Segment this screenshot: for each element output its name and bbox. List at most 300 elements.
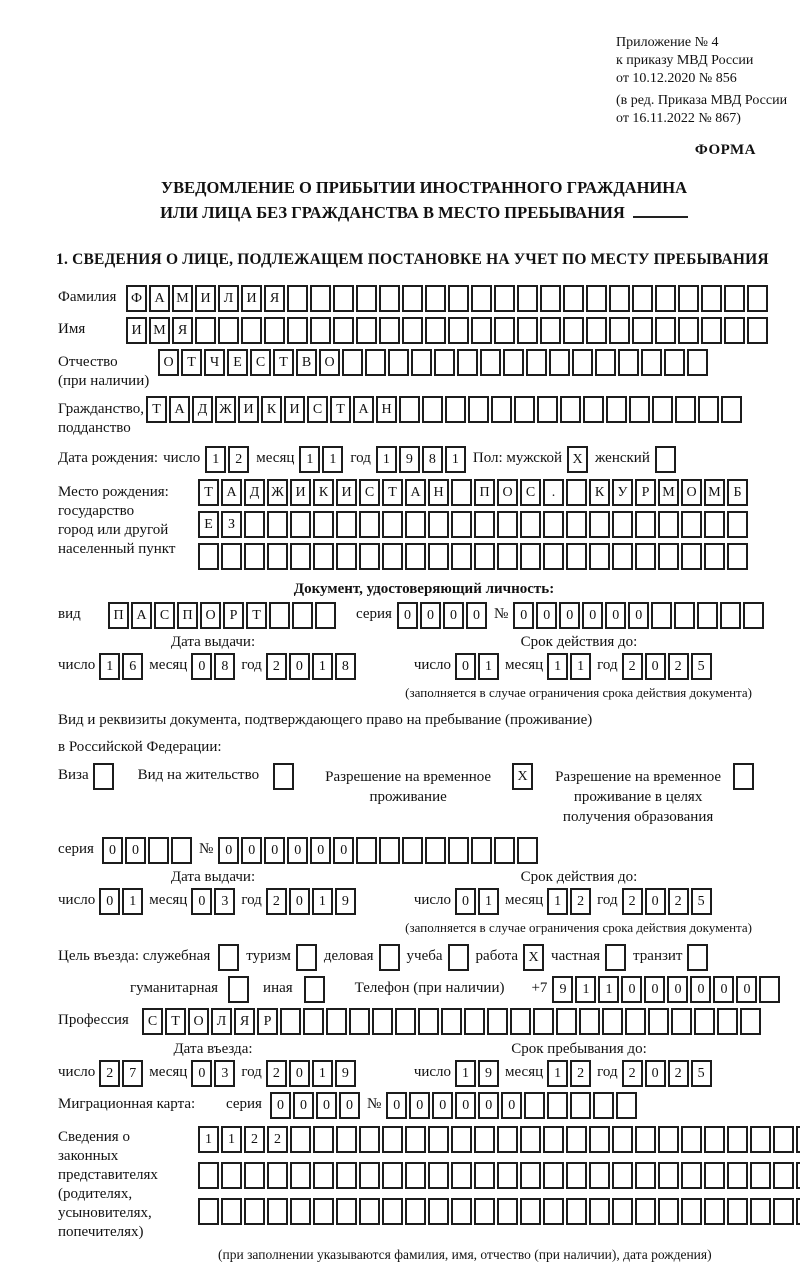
cell[interactable] xyxy=(759,976,780,1003)
cell[interactable]: 0 xyxy=(333,837,354,864)
cell[interactable] xyxy=(747,285,768,312)
cell[interactable]: 1 xyxy=(122,888,143,915)
cell[interactable] xyxy=(724,285,745,312)
cell[interactable] xyxy=(510,1008,531,1035)
cell[interactable] xyxy=(336,1162,357,1189)
cell[interactable] xyxy=(533,1008,554,1035)
cell[interactable] xyxy=(310,285,331,312)
cell[interactable] xyxy=(497,1198,518,1225)
cell[interactable] xyxy=(648,1008,669,1035)
cell[interactable] xyxy=(681,1198,702,1225)
cell[interactable] xyxy=(336,1198,357,1225)
cell[interactable] xyxy=(514,396,535,423)
cell[interactable]: С xyxy=(142,1008,163,1035)
cell[interactable] xyxy=(411,349,432,376)
cell[interactable] xyxy=(694,1008,715,1035)
cell[interactable] xyxy=(517,837,538,864)
temp-residence-edu-checkbox[interactable] xyxy=(733,763,756,790)
cell[interactable] xyxy=(747,317,768,344)
cell[interactable] xyxy=(727,1126,748,1153)
cell[interactable] xyxy=(540,285,561,312)
cell[interactable]: Н xyxy=(376,396,397,423)
cell[interactable] xyxy=(681,1162,702,1189)
cell[interactable]: М xyxy=(704,479,725,506)
surname-grid[interactable] xyxy=(126,285,770,312)
cell[interactable] xyxy=(681,543,702,570)
cell[interactable] xyxy=(244,1198,265,1225)
cell[interactable]: 0 xyxy=(455,653,476,680)
cell[interactable] xyxy=(471,285,492,312)
purpose-business-checkbox[interactable] xyxy=(379,944,402,971)
cell[interactable]: 0 xyxy=(443,602,464,629)
cell[interactable] xyxy=(451,511,472,538)
purpose-private-checkbox[interactable] xyxy=(605,944,628,971)
cell[interactable] xyxy=(593,1092,614,1119)
cell[interactable] xyxy=(379,944,400,971)
cell[interactable]: 8 xyxy=(214,653,235,680)
cell[interactable]: 9 xyxy=(335,1060,356,1087)
cell[interactable] xyxy=(448,285,469,312)
cell[interactable]: 1 xyxy=(455,1060,476,1087)
cell[interactable] xyxy=(612,511,633,538)
cell[interactable] xyxy=(356,317,377,344)
cell[interactable]: Ж xyxy=(267,479,288,506)
cell[interactable]: 1 xyxy=(312,888,333,915)
cell[interactable]: Ж xyxy=(215,396,236,423)
cell[interactable] xyxy=(379,837,400,864)
cell[interactable]: А xyxy=(405,479,426,506)
cell[interactable]: 0 xyxy=(386,1092,407,1119)
phone-grid[interactable] xyxy=(552,976,782,1003)
cell[interactable] xyxy=(290,543,311,570)
cell[interactable]: . xyxy=(543,479,564,506)
cell[interactable] xyxy=(652,396,673,423)
cell[interactable] xyxy=(313,1126,334,1153)
purpose-humanitarian-checkbox[interactable] xyxy=(228,976,251,1003)
cell[interactable] xyxy=(701,317,722,344)
cell[interactable]: И xyxy=(126,317,147,344)
cell[interactable] xyxy=(796,1162,800,1189)
cell[interactable] xyxy=(382,1198,403,1225)
cell[interactable] xyxy=(698,396,719,423)
cell[interactable]: И xyxy=(195,285,216,312)
cell[interactable] xyxy=(267,1198,288,1225)
cell[interactable] xyxy=(595,349,616,376)
cell[interactable] xyxy=(428,511,449,538)
cell[interactable]: 0 xyxy=(645,653,666,680)
cell[interactable] xyxy=(618,349,639,376)
cell[interactable]: 0 xyxy=(621,976,642,1003)
cell[interactable] xyxy=(543,1126,564,1153)
cell[interactable] xyxy=(750,1198,771,1225)
cell[interactable]: Т xyxy=(181,349,202,376)
cell[interactable] xyxy=(524,1092,545,1119)
cell[interactable] xyxy=(399,396,420,423)
cell[interactable] xyxy=(359,1126,380,1153)
cell[interactable]: О xyxy=(158,349,179,376)
cell[interactable]: 2 xyxy=(622,653,643,680)
cell[interactable] xyxy=(681,1126,702,1153)
cell[interactable] xyxy=(704,1198,725,1225)
cell[interactable] xyxy=(382,1162,403,1189)
cell[interactable]: О xyxy=(188,1008,209,1035)
cell[interactable] xyxy=(313,1162,334,1189)
cell[interactable] xyxy=(428,1198,449,1225)
cell[interactable] xyxy=(697,602,718,629)
cell[interactable] xyxy=(704,543,725,570)
cell[interactable] xyxy=(441,1008,462,1035)
cell[interactable] xyxy=(704,1126,725,1153)
cell[interactable]: 2 xyxy=(228,446,249,473)
cell[interactable] xyxy=(560,396,581,423)
cell[interactable] xyxy=(494,317,515,344)
cell[interactable] xyxy=(678,285,699,312)
cell[interactable]: П xyxy=(177,602,198,629)
cell[interactable]: Р xyxy=(223,602,244,629)
cell[interactable]: 0 xyxy=(455,1092,476,1119)
cell[interactable]: 0 xyxy=(310,837,331,864)
representatives-grid-2[interactable] xyxy=(198,1162,800,1189)
cell[interactable]: 0 xyxy=(690,976,711,1003)
migration-series-grid[interactable] xyxy=(270,1092,362,1119)
cell[interactable] xyxy=(336,1126,357,1153)
cell[interactable] xyxy=(171,837,192,864)
cell[interactable] xyxy=(520,1198,541,1225)
cell[interactable] xyxy=(727,1198,748,1225)
cell[interactable]: К xyxy=(261,396,282,423)
cell[interactable]: С xyxy=(154,602,175,629)
cell[interactable] xyxy=(796,1198,800,1225)
cell[interactable] xyxy=(267,1162,288,1189)
cell[interactable] xyxy=(198,543,219,570)
cell[interactable]: М xyxy=(172,285,193,312)
cell[interactable]: X xyxy=(567,446,588,473)
cell[interactable] xyxy=(750,1162,771,1189)
cell[interactable] xyxy=(280,1008,301,1035)
cell[interactable]: 0 xyxy=(478,1092,499,1119)
cell[interactable] xyxy=(724,317,745,344)
cell[interactable] xyxy=(422,396,443,423)
cell[interactable] xyxy=(402,317,423,344)
cell[interactable] xyxy=(566,1126,587,1153)
cell[interactable] xyxy=(425,317,446,344)
cell[interactable] xyxy=(474,1198,495,1225)
cell[interactable] xyxy=(198,1198,219,1225)
cell[interactable] xyxy=(605,944,626,971)
cell[interactable]: 9 xyxy=(399,446,420,473)
cell[interactable] xyxy=(635,1198,656,1225)
cell[interactable] xyxy=(244,511,265,538)
cell[interactable]: 0 xyxy=(270,1092,291,1119)
cell[interactable] xyxy=(218,944,239,971)
cell[interactable] xyxy=(549,349,570,376)
cell[interactable] xyxy=(733,763,754,790)
cell[interactable]: С xyxy=(359,479,380,506)
cell[interactable] xyxy=(264,317,285,344)
cell[interactable] xyxy=(721,396,742,423)
cell[interactable]: Е xyxy=(227,349,248,376)
cell[interactable] xyxy=(687,944,708,971)
cell[interactable] xyxy=(616,1092,637,1119)
cell[interactable] xyxy=(796,1126,800,1153)
cell[interactable] xyxy=(566,479,587,506)
cell[interactable] xyxy=(315,602,336,629)
cell[interactable] xyxy=(563,285,584,312)
cell[interactable] xyxy=(586,317,607,344)
cell[interactable] xyxy=(336,511,357,538)
cell[interactable] xyxy=(704,511,725,538)
cell[interactable] xyxy=(480,349,501,376)
cell[interactable] xyxy=(333,285,354,312)
citizenship-grid[interactable] xyxy=(146,396,744,423)
cell[interactable] xyxy=(497,543,518,570)
cell[interactable] xyxy=(655,285,676,312)
cell[interactable] xyxy=(655,446,676,473)
cell[interactable] xyxy=(405,1198,426,1225)
cell[interactable]: С xyxy=(520,479,541,506)
cell[interactable]: Т xyxy=(198,479,219,506)
cell[interactable] xyxy=(365,349,386,376)
cell[interactable] xyxy=(517,317,538,344)
cell[interactable] xyxy=(474,543,495,570)
cell[interactable] xyxy=(244,1162,265,1189)
entry-month[interactable] xyxy=(191,1060,237,1087)
cell[interactable]: 1 xyxy=(598,976,619,1003)
cell[interactable]: 1 xyxy=(99,653,120,680)
cell[interactable]: 0 xyxy=(559,602,580,629)
cell[interactable]: К xyxy=(313,479,334,506)
cell[interactable] xyxy=(655,317,676,344)
cell[interactable] xyxy=(570,1092,591,1119)
cell[interactable] xyxy=(428,543,449,570)
cell[interactable] xyxy=(750,1126,771,1153)
cell[interactable] xyxy=(606,396,627,423)
cell[interactable] xyxy=(228,976,249,1003)
cell[interactable]: 2 xyxy=(267,1126,288,1153)
cell[interactable] xyxy=(717,1008,738,1035)
cell[interactable] xyxy=(635,1162,656,1189)
cell[interactable] xyxy=(520,1126,541,1153)
cell[interactable]: О xyxy=(497,479,518,506)
cell[interactable]: 0 xyxy=(713,976,734,1003)
cell[interactable]: Ф xyxy=(126,285,147,312)
cell[interactable]: 0 xyxy=(628,602,649,629)
cell[interactable] xyxy=(464,1008,485,1035)
cell[interactable] xyxy=(244,543,265,570)
cell[interactable] xyxy=(743,602,764,629)
cell[interactable]: 7 xyxy=(122,1060,143,1087)
cell[interactable] xyxy=(395,1008,416,1035)
cell[interactable] xyxy=(221,543,242,570)
cell[interactable]: 0 xyxy=(667,976,688,1003)
cell[interactable] xyxy=(382,1126,403,1153)
cell[interactable] xyxy=(517,285,538,312)
cell[interactable]: Л xyxy=(218,285,239,312)
cell[interactable]: 1 xyxy=(312,653,333,680)
entry-day[interactable] xyxy=(99,1060,145,1087)
cell[interactable] xyxy=(543,543,564,570)
cell[interactable] xyxy=(448,837,469,864)
cell[interactable] xyxy=(290,1198,311,1225)
cell[interactable]: X xyxy=(523,944,544,971)
cell[interactable] xyxy=(273,763,294,790)
residence-issue-year[interactable] xyxy=(266,888,358,915)
cell[interactable]: О xyxy=(681,479,702,506)
cell[interactable] xyxy=(494,285,515,312)
cell[interactable]: Т xyxy=(273,349,294,376)
cell[interactable] xyxy=(195,317,216,344)
cell[interactable] xyxy=(651,602,672,629)
cell[interactable] xyxy=(425,837,446,864)
cell[interactable]: 5 xyxy=(691,1060,712,1087)
cell[interactable]: 0 xyxy=(339,1092,360,1119)
cell[interactable] xyxy=(547,1092,568,1119)
residence-issue-month[interactable] xyxy=(191,888,237,915)
cell[interactable] xyxy=(448,944,469,971)
birthplace-grid-3[interactable] xyxy=(198,543,750,570)
cell[interactable]: Р xyxy=(257,1008,278,1035)
cell[interactable] xyxy=(221,1198,242,1225)
cell[interactable] xyxy=(658,1198,679,1225)
cell[interactable] xyxy=(589,1162,610,1189)
cell[interactable] xyxy=(641,349,662,376)
cell[interactable] xyxy=(356,837,377,864)
cell[interactable] xyxy=(537,396,558,423)
cell[interactable] xyxy=(451,1198,472,1225)
cell[interactable]: 0 xyxy=(420,602,441,629)
cell[interactable]: Т xyxy=(146,396,167,423)
cell[interactable]: 0 xyxy=(218,837,239,864)
cell[interactable]: 3 xyxy=(214,1060,235,1087)
residence-issue-day[interactable] xyxy=(99,888,145,915)
cell[interactable]: М xyxy=(658,479,679,506)
cell[interactable] xyxy=(589,1198,610,1225)
cell[interactable] xyxy=(494,837,515,864)
cell[interactable]: 0 xyxy=(645,1060,666,1087)
cell[interactable] xyxy=(635,511,656,538)
cell[interactable] xyxy=(658,511,679,538)
residence-valid-month[interactable] xyxy=(547,888,593,915)
residence-valid-day[interactable] xyxy=(455,888,501,915)
cell[interactable] xyxy=(543,511,564,538)
cell[interactable]: 1 xyxy=(570,653,591,680)
cell[interactable] xyxy=(349,1008,370,1035)
cell[interactable]: Д xyxy=(192,396,213,423)
doc-kind-grid[interactable] xyxy=(108,602,338,629)
cell[interactable] xyxy=(290,1162,311,1189)
purpose-transit-checkbox[interactable] xyxy=(687,944,710,971)
purpose-other-checkbox[interactable] xyxy=(304,976,327,1003)
cell[interactable] xyxy=(773,1162,794,1189)
visa-checkbox[interactable] xyxy=(93,763,116,790)
cell[interactable]: 5 xyxy=(691,653,712,680)
cell[interactable] xyxy=(658,543,679,570)
cell[interactable] xyxy=(457,349,478,376)
stay-year[interactable] xyxy=(622,1060,714,1087)
birthplace-grid-2[interactable] xyxy=(198,511,750,538)
profession-grid[interactable] xyxy=(142,1008,763,1035)
firstname-grid[interactable] xyxy=(126,317,770,344)
cell[interactable]: О xyxy=(319,349,340,376)
cell[interactable]: Ч xyxy=(204,349,225,376)
cell[interactable]: 8 xyxy=(335,653,356,680)
cell[interactable] xyxy=(471,317,492,344)
cell[interactable] xyxy=(241,317,262,344)
residence-number-grid[interactable] xyxy=(218,837,540,864)
cell[interactable] xyxy=(586,285,607,312)
identity-issue-day[interactable] xyxy=(99,653,145,680)
cell[interactable]: А xyxy=(131,602,152,629)
cell[interactable] xyxy=(290,1126,311,1153)
cell[interactable]: 2 xyxy=(99,1060,120,1087)
cell[interactable]: 0 xyxy=(397,602,418,629)
cell[interactable] xyxy=(520,511,541,538)
cell[interactable]: 0 xyxy=(409,1092,430,1119)
cell[interactable] xyxy=(612,1198,633,1225)
cell[interactable]: 0 xyxy=(289,888,310,915)
birth-year-grid[interactable] xyxy=(376,446,468,473)
cell[interactable] xyxy=(428,1126,449,1153)
cell[interactable]: Н xyxy=(428,479,449,506)
cell[interactable]: С xyxy=(250,349,271,376)
cell[interactable] xyxy=(269,602,290,629)
cell[interactable] xyxy=(290,511,311,538)
cell[interactable]: Д xyxy=(244,479,265,506)
cell[interactable] xyxy=(310,317,331,344)
cell[interactable] xyxy=(491,396,512,423)
representatives-grid-3[interactable] xyxy=(198,1198,800,1225)
cell[interactable]: Р xyxy=(635,479,656,506)
cell[interactable]: 8 xyxy=(422,446,443,473)
cell[interactable]: 1 xyxy=(575,976,596,1003)
cell[interactable] xyxy=(382,543,403,570)
cell[interactable]: 0 xyxy=(644,976,665,1003)
cell[interactable]: А xyxy=(221,479,242,506)
cell[interactable]: 9 xyxy=(335,888,356,915)
entry-year[interactable] xyxy=(266,1060,358,1087)
cell[interactable]: X xyxy=(512,763,533,790)
cell[interactable]: 1 xyxy=(299,446,320,473)
cell[interactable]: 2 xyxy=(668,653,689,680)
cell[interactable] xyxy=(451,1126,472,1153)
cell[interactable] xyxy=(356,285,377,312)
cell[interactable]: И xyxy=(284,396,305,423)
cell[interactable] xyxy=(382,511,403,538)
cell[interactable] xyxy=(727,511,748,538)
cell[interactable] xyxy=(773,1126,794,1153)
cell[interactable]: 2 xyxy=(266,888,287,915)
patronymic-grid[interactable] xyxy=(158,349,710,376)
cell[interactable] xyxy=(296,944,317,971)
cell[interactable]: И xyxy=(336,479,357,506)
cell[interactable]: П xyxy=(108,602,129,629)
cell[interactable]: Я xyxy=(172,317,193,344)
cell[interactable] xyxy=(303,1008,324,1035)
cell[interactable] xyxy=(471,837,492,864)
cell[interactable] xyxy=(543,1198,564,1225)
purpose-official-checkbox[interactable] xyxy=(218,944,241,971)
cell[interactable] xyxy=(292,602,313,629)
migration-number-grid[interactable] xyxy=(386,1092,639,1119)
cell[interactable] xyxy=(740,1008,761,1035)
cell[interactable] xyxy=(612,1162,633,1189)
cell[interactable]: 2 xyxy=(244,1126,265,1153)
cell[interactable]: 0 xyxy=(501,1092,522,1119)
cell[interactable]: 9 xyxy=(552,976,573,1003)
residence-valid-year[interactable] xyxy=(622,888,714,915)
cell[interactable] xyxy=(313,543,334,570)
cell[interactable] xyxy=(664,349,685,376)
